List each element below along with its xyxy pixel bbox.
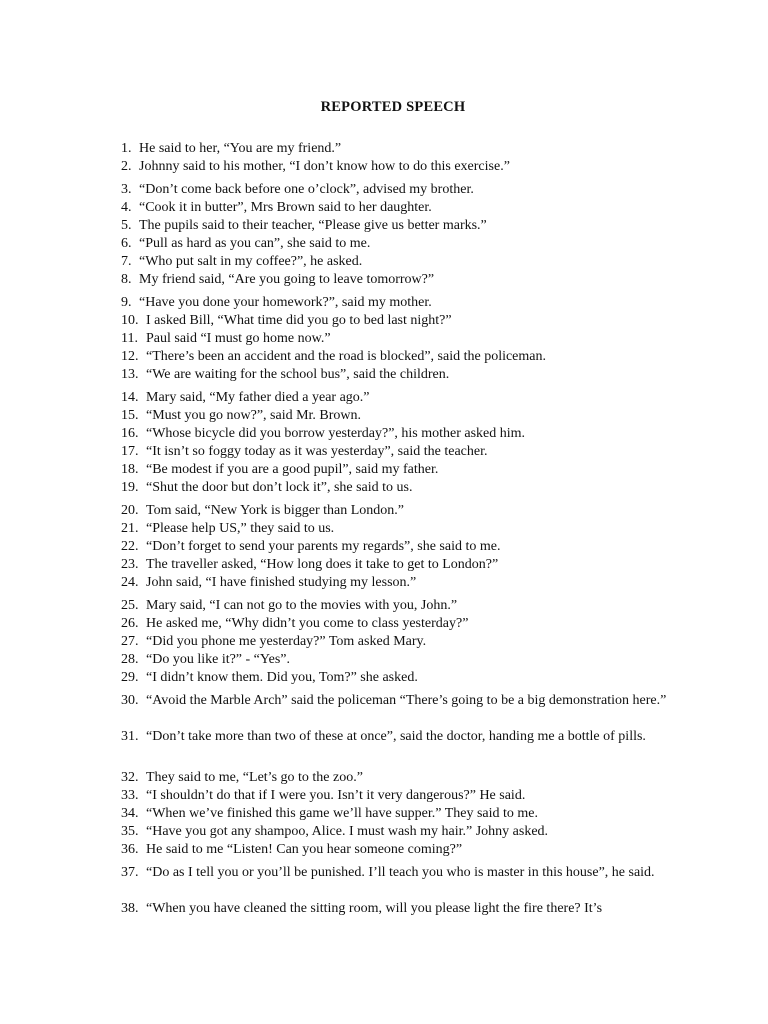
item-number: 29. [121,670,139,685]
list-item [0,805,768,823]
list-item [0,864,768,900]
item-number: 28. [121,652,139,667]
list-item [0,538,768,556]
item-text: Johnny said to his mother, “I don’t know how to do this exercise.” [139,159,510,174]
item-text: “Don’t forget to send your parents my regards”, she said to me. [146,539,501,554]
item-text: “Must you go now?”, said Mr. Brown. [146,408,362,423]
item-number: 22. [121,539,139,554]
item-text: They said to me, “Let’s go to the zoo.” [146,770,363,785]
list-item [0,520,768,538]
list-item [0,312,768,330]
item-text: He asked me, “Why didn’t you come to class yesterday?” [146,616,469,631]
item-number: 19. [121,480,139,495]
list-item [0,728,768,764]
list-item [0,669,768,687]
item-number: 9. [121,295,132,310]
item-text: Paul said “I must go home now.” [146,331,331,346]
item-number: 25. [121,598,139,613]
item-text: “Pull as hard as you can”, she said to me. [139,236,371,251]
item-number: 16. [121,426,139,441]
item-number: 17. [121,444,139,459]
list-item [0,407,768,425]
item-number: 33. [121,788,139,803]
page-title: REPORTED SPEECH [320,99,466,115]
list-item [0,348,768,366]
item-number: 12. [121,349,139,364]
item-number: 23. [121,557,139,572]
list-item [0,443,768,461]
list-item [0,294,768,312]
item-number: 3. [121,182,132,197]
item-text: “Avoid the Marble Arch” said the policeman “There’s going to be a big demonstration here.” [146,693,667,708]
list-item [0,597,768,615]
item-text: “Do you like it?” - “Yes”. [146,652,290,667]
item-text: My friend said, “Are you going to leave tomorrow?” [139,272,435,287]
item-text: “Don’t come back before one o’clock”, advised my brother. [139,182,474,197]
list-item [0,574,768,592]
list-item [0,235,768,253]
item-text: “Who put salt in my coffee?”, he asked. [139,254,363,269]
item-text: “Cook it in butter”, Mrs Brown said to her daughter. [139,200,432,215]
item-number: 36. [121,842,139,857]
item-number: 7. [121,254,132,269]
item-number: 38. [121,901,139,916]
item-text: “There’s been an accident and the road is blocked”, said the policeman. [146,349,546,364]
item-number: 30. [121,693,139,708]
item-text: “Did you phone me yesterday?” Tom asked Mary. [146,634,427,649]
list-item [0,425,768,443]
item-text: “Do as I tell you or you’ll be punished. I’ll teach you who is master in this house”, he said. [146,865,655,880]
item-number: 34. [121,806,139,821]
item-text: “When you have cleaned the sitting room, will you please light the fire there? It’s [146,901,603,916]
list-item [0,651,768,669]
item-text: “Please help US,” they said to us. [146,521,335,536]
item-number: 1. [121,141,132,156]
list-item [0,692,768,728]
item-number: 37. [121,865,139,880]
list-item [0,502,768,520]
list-item [0,841,768,859]
item-number: 6. [121,236,132,251]
item-text: I asked Bill, “What time did you go to bed last night?” [146,313,452,328]
list-item [0,900,768,918]
item-number: 32. [121,770,139,785]
item-number: 26. [121,616,139,631]
item-number: 27. [121,634,139,649]
item-text: “Don’t take more than two of these at once”, said the doctor, handing me a bottle of pills. [146,729,646,744]
item-number: 10. [121,313,139,328]
item-text: “Whose bicycle did you borrow yesterday?”, his mother asked him. [146,426,526,441]
list-item [0,389,768,407]
item-number: 2. [121,159,132,174]
item-number: 35. [121,824,139,839]
item-number: 4. [121,200,132,215]
item-text: “We are waiting for the school bus”, said the children. [146,367,450,382]
list-item [0,787,768,805]
list-item [0,633,768,651]
item-text: Mary said, “My father died a year ago.” [146,390,370,405]
item-text: “It isn’t so foggy today as it was yesterday”, said the teacher. [146,444,488,459]
item-number: 8. [121,272,132,287]
list-item [0,253,768,271]
list-item [0,158,768,176]
item-text: Mary said, “I can not go to the movies with you, John.” [146,598,458,613]
item-text: “Shut the door but don’t lock it”, she said to us. [146,480,413,495]
item-number: 11. [121,331,138,346]
item-text: The traveller asked, “How long does it take to get to London?” [146,557,499,572]
item-text: The pupils said to their teacher, “Please give us better marks.” [139,218,487,233]
item-number: 24. [121,575,139,590]
item-text: Tom said, “New York is bigger than London.” [146,503,404,518]
list-item [0,556,768,574]
item-number: 18. [121,462,139,477]
item-text: “When we’ve finished this game we’ll have supper.” They said to me. [146,806,539,821]
list-item [0,461,768,479]
item-number: 5. [121,218,132,233]
list-item [0,769,768,787]
item-text: He said to me “Listen! Can you hear someone coming?” [146,842,463,857]
list-item [0,271,768,289]
item-text: “I shouldn’t do that if I were you. Isn’t it very dangerous?” He said. [146,788,526,803]
item-number: 31. [121,729,139,744]
list-item [0,366,768,384]
item-text: “Be modest if you are a good pupil”, said my father. [146,462,439,477]
exercise-list [0,140,768,918]
list-item [0,217,768,235]
item-number: 15. [121,408,139,423]
item-text: “Have you got any shampoo, Alice. I must wash my hair.” Johny asked. [146,824,549,839]
list-item [0,330,768,348]
list-item [0,823,768,841]
list-item [0,181,768,199]
item-text: “Have you done your homework?”, said my mother. [139,295,432,310]
list-item [0,199,768,217]
item-number: 20. [121,503,139,518]
list-item [0,140,768,158]
item-text: John said, “I have finished studying my lesson.” [146,575,417,590]
item-text: “I didn’t know them. Did you, Tom?” she asked. [146,670,418,685]
list-item [0,479,768,497]
item-text: He said to her, “You are my friend.” [139,141,342,156]
item-number: 13. [121,367,139,382]
item-number: 14. [121,390,139,405]
item-number: 21. [121,521,139,536]
list-item [0,615,768,633]
